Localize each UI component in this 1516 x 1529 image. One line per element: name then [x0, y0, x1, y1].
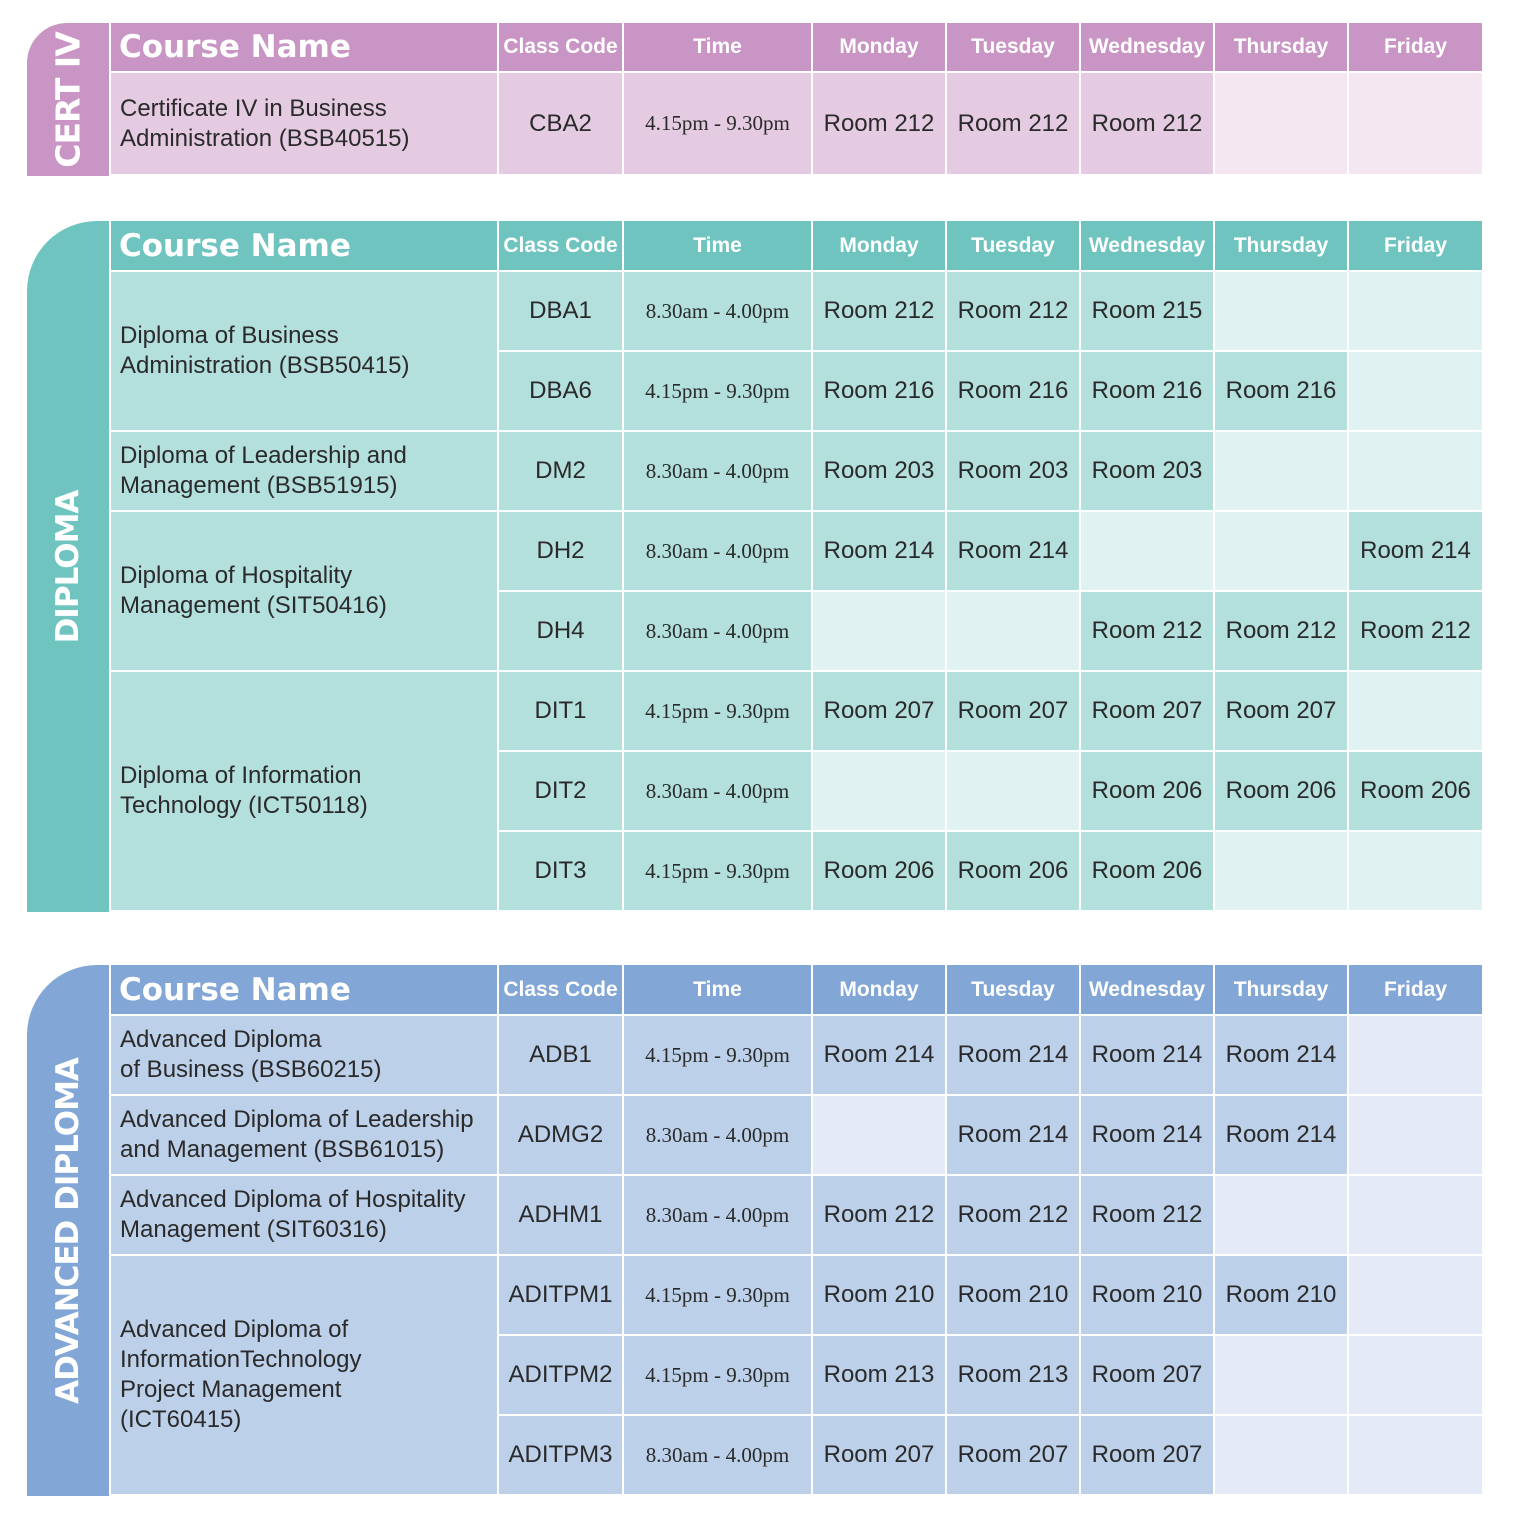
header-course-name: Course Name	[111, 965, 497, 1014]
room-cell: Room 214	[947, 1096, 1079, 1174]
room-cell: Room 203	[1081, 432, 1213, 510]
room-cell: Room 214	[1081, 1096, 1213, 1174]
room-cell-empty	[1081, 512, 1213, 590]
header-day: Friday	[1349, 965, 1482, 1014]
course-name-cell: Advanced Diploma of InformationTechnology Project Management (ICT60415)	[111, 1256, 497, 1494]
header-time: Time	[624, 221, 811, 270]
room-cell: Room 212	[947, 73, 1079, 174]
header-day: Monday	[813, 23, 945, 71]
room-cell: Room 207	[1081, 1416, 1213, 1494]
class-code-cell: ADB1	[499, 1016, 622, 1094]
course-name-cell: Diploma of Business Administration (BSB50415)	[111, 272, 497, 430]
header-day: Thursday	[1215, 23, 1347, 71]
room-cell: Room 210	[813, 1256, 945, 1334]
room-cell-empty	[813, 592, 945, 670]
header-class-code: Class Code	[499, 965, 622, 1014]
room-cell: Room 212	[813, 272, 945, 350]
header-day: Tuesday	[947, 23, 1079, 71]
class-time-cell: 8.30am - 4.00pm	[624, 512, 811, 590]
header-day: Tuesday	[947, 221, 1079, 270]
room-cell: Room 214	[947, 1016, 1079, 1094]
room-cell-empty	[1349, 432, 1482, 510]
room-cell: Room 206	[947, 832, 1079, 910]
room-cell: Room 214	[1215, 1016, 1347, 1094]
room-cell-empty	[1215, 432, 1347, 510]
room-cell: Room 206	[1349, 752, 1482, 830]
room-cell: Room 212	[1081, 1176, 1213, 1254]
header-day: Wednesday	[1081, 965, 1213, 1014]
room-cell: Room 216	[1081, 352, 1213, 430]
section-label: CERT IV	[48, 31, 88, 168]
class-time-cell: 4.15pm - 9.30pm	[624, 1016, 811, 1094]
section-side-tab	[27, 23, 109, 176]
header-day: Thursday	[1215, 965, 1347, 1014]
class-code-cell: CBA2	[499, 73, 622, 174]
room-cell: Room 214	[1081, 1016, 1213, 1094]
class-time-cell: 4.15pm - 9.30pm	[624, 352, 811, 430]
header-class-code: Class Code	[499, 23, 622, 71]
class-code-cell: DH4	[499, 592, 622, 670]
timetable-grid	[111, 23, 1482, 176]
section-advanced-diploma	[27, 965, 1482, 1496]
room-cell-empty	[1215, 832, 1347, 910]
room-cell: Room 207	[947, 672, 1079, 750]
room-cell-empty	[1349, 832, 1482, 910]
header-day: Friday	[1349, 221, 1482, 270]
header-course-name: Course Name	[111, 23, 497, 71]
room-cell: Room 207	[1215, 672, 1347, 750]
class-code-cell: DBA6	[499, 352, 622, 430]
class-time-cell: 4.15pm - 9.30pm	[624, 832, 811, 910]
room-cell: Room 213	[813, 1336, 945, 1414]
room-cell: Room 207	[947, 1416, 1079, 1494]
class-time-cell: 8.30am - 4.00pm	[624, 752, 811, 830]
room-cell: Room 212	[1215, 592, 1347, 670]
room-cell: Room 206	[1081, 832, 1213, 910]
class-time-cell: 4.15pm - 9.30pm	[624, 672, 811, 750]
room-cell: Room 213	[947, 1336, 1079, 1414]
class-time-cell: 8.30am - 4.00pm	[624, 272, 811, 350]
course-name-cell: Diploma of Information Technology (ICT50118)	[111, 672, 497, 910]
class-code-cell: ADITPM1	[499, 1256, 622, 1334]
header-course-name: Course Name	[111, 221, 497, 270]
room-cell: Room 203	[947, 432, 1079, 510]
class-time-cell: 8.30am - 4.00pm	[624, 1176, 811, 1254]
room-cell: Room 206	[1215, 752, 1347, 830]
class-time-cell: 4.15pm - 9.30pm	[624, 73, 811, 174]
class-code-cell: DH2	[499, 512, 622, 590]
room-cell: Room 212	[947, 272, 1079, 350]
room-cell: Room 212	[947, 1176, 1079, 1254]
room-cell: Room 214	[813, 1016, 945, 1094]
course-name-cell: Diploma of Hospitality Management (SIT50416)	[111, 512, 497, 670]
course-name-cell: Advanced Diploma of Hospitality Management (SIT60316)	[111, 1176, 497, 1254]
header-day: Monday	[813, 965, 945, 1014]
room-cell: Room 206	[813, 832, 945, 910]
room-cell-empty	[1349, 352, 1482, 430]
room-cell: Room 216	[947, 352, 1079, 430]
room-cell-empty	[1215, 272, 1347, 350]
room-cell-empty	[1215, 1336, 1347, 1414]
course-name-cell: Certificate IV in Business Administration (BSB40515)	[111, 73, 497, 174]
room-cell: Room 207	[813, 1416, 945, 1494]
header-day: Wednesday	[1081, 23, 1213, 71]
room-cell-empty	[813, 752, 945, 830]
section-cert-iv	[27, 23, 1482, 176]
class-code-cell: DM2	[499, 432, 622, 510]
room-cell: Room 207	[1081, 1336, 1213, 1414]
room-cell: Room 212	[1081, 592, 1213, 670]
course-name-cell: Advanced Diploma of Leadership and Management (BSB61015)	[111, 1096, 497, 1174]
class-time-cell: 4.15pm - 9.30pm	[624, 1336, 811, 1414]
header-time: Time	[624, 23, 811, 71]
room-cell-empty	[1349, 1416, 1482, 1494]
room-cell: Room 210	[1081, 1256, 1213, 1334]
room-cell-empty	[1215, 1416, 1347, 1494]
class-code-cell: ADITPM3	[499, 1416, 622, 1494]
header-time: Time	[624, 965, 811, 1014]
room-cell: Room 203	[813, 432, 945, 510]
room-cell: Room 212	[813, 73, 945, 174]
room-cell-empty	[947, 752, 1079, 830]
timetable-grid	[111, 965, 1482, 1496]
room-cell-empty	[1349, 1176, 1482, 1254]
class-time-cell: 8.30am - 4.00pm	[624, 1096, 811, 1174]
room-cell-empty	[1349, 73, 1482, 174]
room-cell-empty	[1215, 512, 1347, 590]
room-cell: Room 212	[813, 1176, 945, 1254]
room-cell: Room 214	[947, 512, 1079, 590]
class-code-cell: ADHM1	[499, 1176, 622, 1254]
room-cell-empty	[1349, 1016, 1482, 1094]
class-code-cell: DIT1	[499, 672, 622, 750]
room-cell: Room 214	[1349, 512, 1482, 590]
room-cell: Room 214	[813, 512, 945, 590]
room-cell: Room 216	[813, 352, 945, 430]
room-cell: Room 207	[813, 672, 945, 750]
room-cell: Room 212	[1081, 73, 1213, 174]
room-cell-empty	[1349, 272, 1482, 350]
header-day: Thursday	[1215, 221, 1347, 270]
section-label: DIPLOMA	[50, 490, 86, 643]
class-code-cell: DBA1	[499, 272, 622, 350]
section-label: ADVANCED DIPLOMA	[50, 1057, 86, 1404]
class-time-cell: 8.30am - 4.00pm	[624, 432, 811, 510]
room-cell-empty	[1215, 73, 1347, 174]
room-cell: Room 210	[947, 1256, 1079, 1334]
class-time-cell: 4.15pm - 9.30pm	[624, 1256, 811, 1334]
room-cell: Room 212	[1349, 592, 1482, 670]
course-name-cell: Advanced Diploma of Business (BSB60215)	[111, 1016, 497, 1094]
header-class-code: Class Code	[499, 221, 622, 270]
section-side-tab	[27, 221, 109, 912]
section-diploma	[27, 221, 1482, 912]
room-cell: Room 206	[1081, 752, 1213, 830]
room-cell-empty	[947, 592, 1079, 670]
class-time-cell: 8.30am - 4.00pm	[624, 1416, 811, 1494]
room-cell: Room 216	[1215, 352, 1347, 430]
room-cell: Room 207	[1081, 672, 1213, 750]
room-cell: Room 210	[1215, 1256, 1347, 1334]
course-name-cell: Diploma of Leadership and Management (BSB51915)	[111, 432, 497, 510]
room-cell-empty	[813, 1096, 945, 1174]
room-cell-empty	[1349, 1096, 1482, 1174]
header-day: Monday	[813, 221, 945, 270]
room-cell-empty	[1349, 1256, 1482, 1334]
room-cell-empty	[1349, 672, 1482, 750]
class-time-cell: 8.30am - 4.00pm	[624, 592, 811, 670]
class-code-cell: DIT2	[499, 752, 622, 830]
room-cell-empty	[1349, 1336, 1482, 1414]
room-cell: Room 214	[1215, 1096, 1347, 1174]
header-day: Tuesday	[947, 965, 1079, 1014]
class-code-cell: ADMG2	[499, 1096, 622, 1174]
section-side-tab	[27, 965, 109, 1496]
header-day: Wednesday	[1081, 221, 1213, 270]
header-day: Friday	[1349, 23, 1482, 71]
class-code-cell: DIT3	[499, 832, 622, 910]
class-code-cell: ADITPM2	[499, 1336, 622, 1414]
room-cell-empty	[1215, 1176, 1347, 1254]
timetable-grid	[111, 221, 1482, 912]
room-cell: Room 215	[1081, 272, 1213, 350]
